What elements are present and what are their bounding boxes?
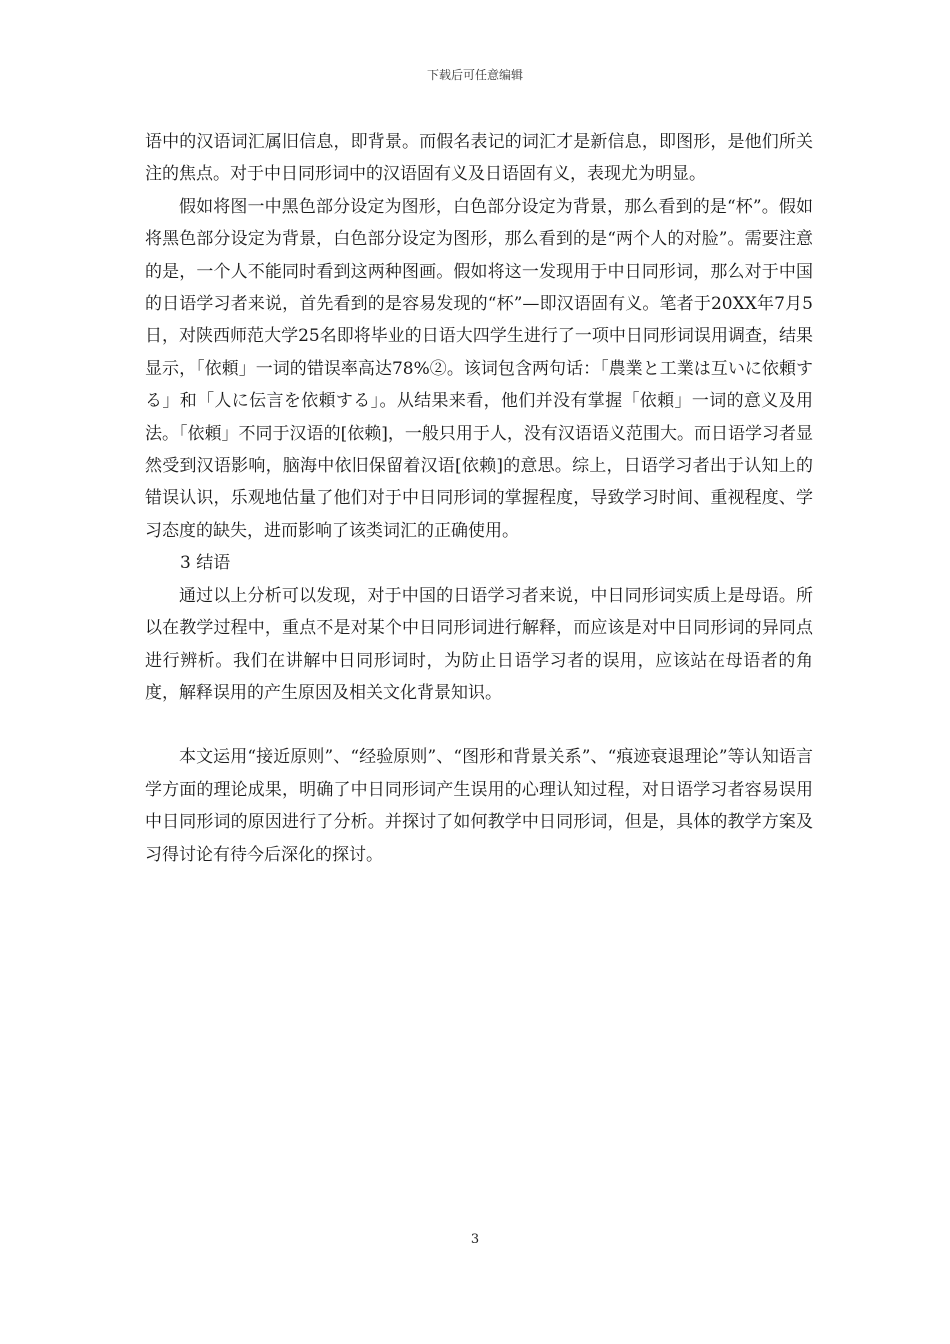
paragraph-gap — [145, 709, 813, 741]
paragraph-conclusion: 通过以上分析可以发现，对于中国的日语学习者来说，中日同形词实质上是母语。所以在教学过程中，重点不是对某个中日同形词进行解释，而应该是对中日同形词的异同点进行辨析。我们在讲解中日同形词时，为防止日语学习者的误用，应该站在母语者的角度，解释误用的产生原因及相关文化背景知识。 — [145, 585, 813, 703]
paragraph-continuation: 语中的汉语词汇属旧信息，即背景。而假名表记的词汇才是新信息，即图形，是他们所关注的焦点。对于中日同形词中的汉语固有义及日语固有义，表现尤为明显。 — [145, 132, 813, 185]
paragraph-summary: 本文运用“接近原则”、“经验原则”、“图形和背景关系”、“痕迹衰退理论”等认知语言学方面的理论成果，明确了中日同形词产生误用的心理认知过程，对日语学习者容易误用中日同形词的原因进行了分析。并探讨了如何教学中日同形词，但是，具体的教学方案及习得讨论有待今后深化的探讨。 — [145, 747, 813, 865]
page-number: 3 — [470, 1232, 480, 1247]
section-heading-conclusion: 3 结语 — [180, 553, 231, 574]
document-body — [145, 126, 813, 871]
page-header: 下载后可任意编辑 — [426, 68, 523, 82]
paragraph-figure-ground: 假如将图一中黑色部分设定为图形，白色部分设定为背景，那么看到的是“杯”。假如将黑色部分设定为背景，白色部分设定为图形，那么看到的是“两个人的对脸”。需要注意的是，一个人不能同时看到这两种图画。假如将这一发现用于中日同形词，那么对于中国的日语学习者来说，首先看到的是容易发现的“杯”—即汉语固有义。笔者于20XX年7月5日，对陕西师范大学25名即将毕业的日语大四学生进行了一项中日同形词误用调查，结果显示，「依頼」一词的错误率高达78%②。该词包含两句话：「農業と工業は互いに依頼する」和「人に伝言を依頼する」。从结果来看，他们并没有掌握「依頼」一词的意义及用法。「依頼」不同于汉语的[依赖]，一般只用于人，没有汉语语义范围大。而日语学习者显然受到汉语影响，脑海中依旧保留着汉语[依赖]的意思。综上，日语学习者出于认知上的错误认识，乐观地估量了他们对于中日同形词的掌握程度，导致学习时间、重视程度、学习态度的缺失，进而影响了该类词汇的正确使用。 — [145, 196, 813, 541]
